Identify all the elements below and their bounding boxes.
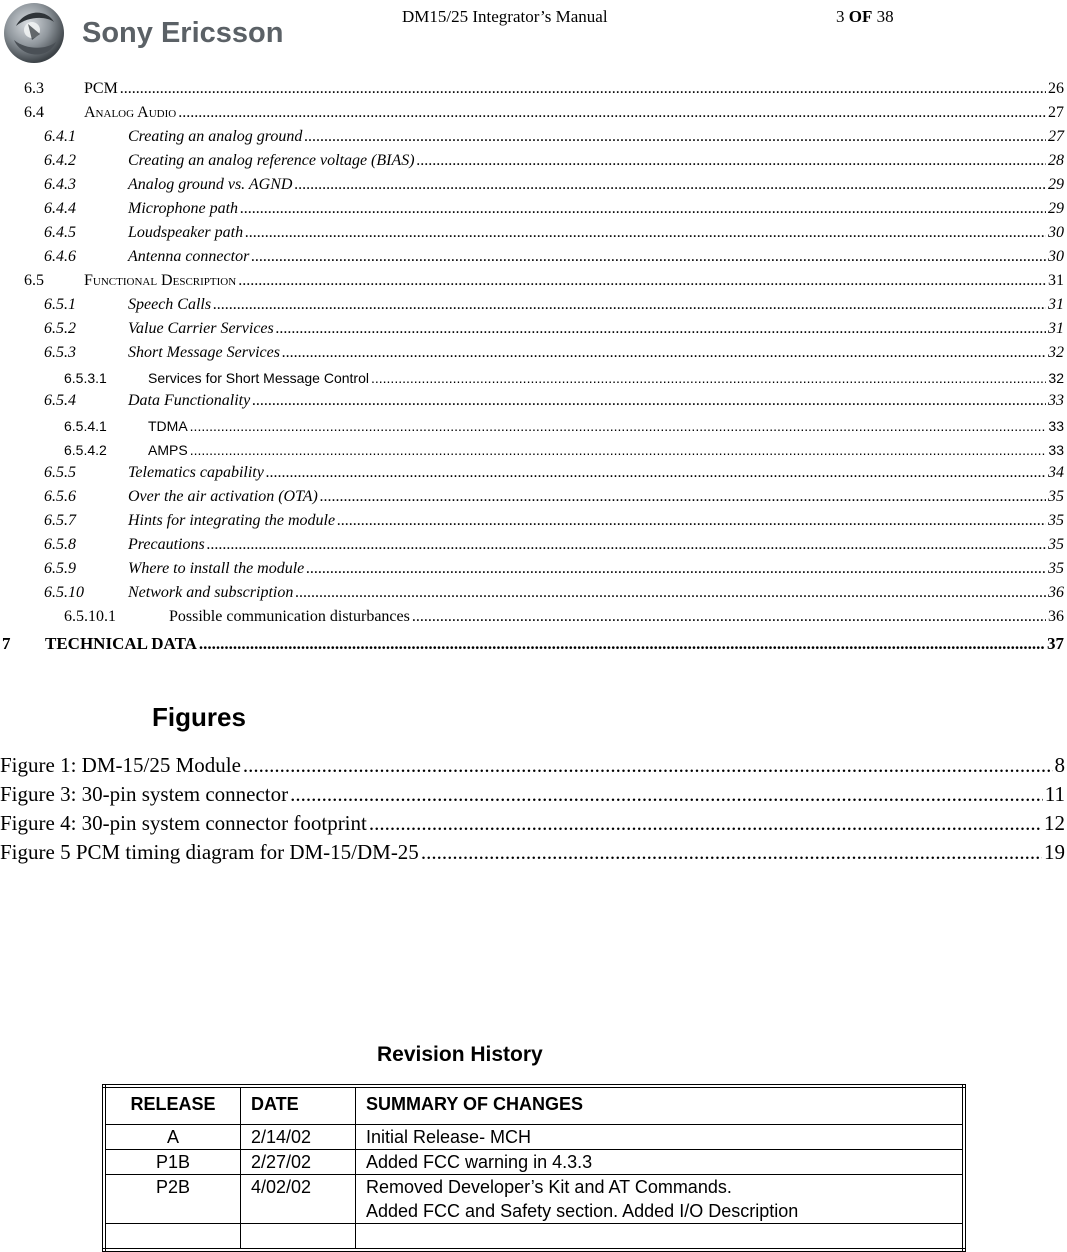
toc-entry-number: 6.5.10.1 — [0, 608, 169, 626]
toc-entry[interactable] — [0, 194, 1067, 218]
release-cell — [104, 1224, 241, 1251]
dot-leader — [251, 248, 1046, 266]
figure-entry[interactable] — [0, 750, 1067, 778]
dot-leader — [266, 464, 1046, 482]
dot-leader — [238, 272, 1046, 290]
toc-entry-number: 6.5.10 — [0, 584, 128, 602]
toc-entry-page: 34 — [1048, 464, 1067, 482]
toc-entry-page: 31 — [1048, 320, 1067, 338]
summary-line — [366, 1224, 952, 1248]
toc-entry[interactable] — [0, 170, 1067, 194]
toc-entry-page: 28 — [1048, 152, 1067, 170]
toc-entry-page: 35 — [1048, 536, 1067, 554]
page-header — [0, 0, 1067, 70]
toc-entry-page: 29 — [1048, 176, 1067, 194]
release-cell: P1B — [104, 1150, 241, 1175]
toc-entry-title: Loudspeaker path — [128, 224, 243, 242]
column-header-date: DATE — [241, 1086, 356, 1125]
toc-entry[interactable] — [0, 410, 1067, 434]
toc-entry[interactable] — [0, 122, 1067, 146]
toc-entry[interactable] — [0, 146, 1067, 170]
toc-entry-page: 32 — [1048, 344, 1067, 362]
toc-entry[interactable] — [0, 314, 1067, 338]
toc-entry-title: AMPS — [148, 442, 188, 458]
toc-entry-title: Value Carrier Services — [128, 320, 274, 338]
dot-leader — [240, 200, 1046, 218]
page-current: 3 — [836, 7, 845, 26]
dot-leader — [320, 488, 1046, 506]
toc-entry[interactable] — [0, 602, 1067, 626]
dot-leader — [190, 442, 1047, 458]
dot-leader — [213, 296, 1046, 314]
table-row — [104, 1175, 964, 1224]
release-cell: P2B — [104, 1175, 241, 1224]
toc-entry-number: 6.3 — [0, 80, 84, 98]
dot-leader — [306, 560, 1046, 578]
dot-leader — [337, 512, 1046, 530]
column-header-release: RELEASE — [104, 1086, 241, 1125]
date-cell — [241, 1224, 356, 1251]
toc-entry-page: 36 — [1048, 584, 1067, 602]
toc-entry[interactable] — [0, 290, 1067, 314]
toc-entry-number: 6.5.8 — [0, 536, 128, 554]
summary-cell — [356, 1175, 965, 1224]
toc-entry-title: TDMA — [148, 418, 188, 434]
toc-entry-page: 30 — [1048, 224, 1067, 242]
toc-entry-number: 6.5.7 — [0, 512, 128, 530]
toc-entry-number: 6.4.6 — [0, 248, 128, 266]
toc-entry-title: Analog ground vs. AGND — [128, 176, 292, 194]
toc-entry[interactable] — [0, 630, 1067, 654]
figure-entry[interactable] — [0, 779, 1067, 807]
toc-entry[interactable] — [0, 362, 1067, 386]
revision-history-table — [102, 1084, 966, 1252]
toc-entry-number: 6.5.4.1 — [0, 418, 148, 434]
toc-entry-page: 29 — [1048, 200, 1067, 218]
toc-entry[interactable] — [0, 578, 1067, 602]
table-row — [104, 1125, 964, 1150]
toc-entry-number: 7 — [0, 634, 45, 654]
toc-entry-number: 6.5.3 — [0, 344, 128, 362]
revision-history-heading: Revision History — [377, 1043, 543, 1067]
summary-cell — [356, 1125, 965, 1150]
figure-entry[interactable] — [0, 808, 1067, 836]
summary-line: Added FCC warning in 4.3.3 — [366, 1150, 952, 1174]
toc-entry-number: 6.5.9 — [0, 560, 128, 578]
toc-entry[interactable] — [0, 74, 1067, 98]
summary-line: Initial Release- MCH — [366, 1125, 952, 1149]
summary-line: Removed Developer’s Kit and AT Commands. — [366, 1175, 952, 1199]
dot-leader — [190, 418, 1047, 434]
toc-entry-page: 33 — [1048, 392, 1067, 410]
toc-entry-title: Hints for integrating the module — [128, 512, 335, 530]
toc-entry-number: 6.5.4 — [0, 392, 128, 410]
toc-entry-page: 35 — [1048, 560, 1067, 578]
toc-entry-title: TECHNICAL DATA — [45, 634, 197, 654]
toc-entry-page: 30 — [1048, 248, 1067, 266]
toc-entry-title: Antenna connector — [128, 248, 249, 266]
table-row — [104, 1224, 964, 1251]
toc-entry-page: 33 — [1048, 442, 1067, 458]
figure-entry[interactable] — [0, 837, 1067, 865]
table-header-row — [104, 1086, 964, 1125]
document-title: DM15/25 Integrator’s Manual — [402, 7, 608, 27]
toc-entry-title: Creating an analog ground — [128, 128, 302, 146]
toc-entry-title: Data Functionality — [128, 392, 250, 410]
toc-entry[interactable] — [0, 554, 1067, 578]
figure-entry-page: 12 — [1044, 811, 1067, 836]
dot-leader — [243, 753, 1053, 778]
dot-leader — [369, 811, 1042, 836]
toc-entry-page: 37 — [1047, 634, 1067, 654]
table-row — [104, 1150, 964, 1175]
toc-entry[interactable] — [0, 242, 1067, 266]
toc-entry[interactable] — [0, 386, 1067, 410]
toc-entry-page: 35 — [1048, 512, 1067, 530]
page-total: 38 — [877, 7, 894, 26]
column-header-summary: SUMMARY OF CHANGES — [356, 1086, 965, 1125]
toc-entry-number: 6.5.2 — [0, 320, 128, 338]
toc-entry[interactable] — [0, 530, 1067, 554]
dot-leader — [276, 320, 1046, 338]
toc-entry-title: Services for Short Message Control — [148, 370, 369, 386]
toc-entry-number: 6.5.4.2 — [0, 442, 148, 458]
toc-entry[interactable] — [0, 506, 1067, 530]
summary-cell — [356, 1150, 965, 1175]
dot-leader — [290, 782, 1043, 807]
toc-entry-title: Functional Description — [84, 272, 236, 290]
dot-leader — [417, 152, 1046, 170]
toc-entry-number: 6.5.6 — [0, 488, 128, 506]
summary-line: Added FCC and Safety section. Added I/O Description — [366, 1199, 952, 1223]
toc-entry-page: 33 — [1048, 418, 1067, 434]
dot-leader — [371, 370, 1046, 386]
dot-leader — [178, 104, 1046, 122]
toc-entry-title: Speech Calls — [128, 296, 211, 314]
dot-leader — [294, 176, 1046, 194]
toc-entry-number: 6.4.2 — [0, 152, 128, 170]
toc-entry-page: 32 — [1048, 370, 1067, 386]
dot-leader — [295, 584, 1046, 602]
toc-entry[interactable] — [0, 98, 1067, 122]
toc-entry-number: 6.5.1 — [0, 296, 128, 314]
toc-entry-page: 36 — [1048, 608, 1067, 626]
figure-entry-page: 11 — [1045, 782, 1067, 807]
sony-ericsson-logo — [2, 0, 322, 66]
toc-entry-number: 6.4.3 — [0, 176, 128, 194]
toc-entry-title: Where to install the module — [128, 560, 304, 578]
toc-entry-title: Network and subscription — [128, 584, 293, 602]
toc-entry-number: 6.4.5 — [0, 224, 128, 242]
page-indicator — [836, 7, 894, 27]
figure-entry-title: Figure 1: DM-15/25 Module — [0, 753, 241, 778]
toc-entry-number: 6.4.1 — [0, 128, 128, 146]
date-cell: 2/14/02 — [241, 1125, 356, 1150]
dot-leader — [421, 840, 1042, 865]
page-of-label: OF — [849, 7, 873, 26]
release-cell: A — [104, 1125, 241, 1150]
toc-entry-page: 26 — [1048, 80, 1067, 98]
figure-entry-title: Figure 5 PCM timing diagram for DM-15/DM-25 — [0, 840, 419, 865]
figure-entry-title: Figure 4: 30-pin system connector footprint — [0, 811, 367, 836]
summary-cell — [356, 1224, 965, 1251]
toc-entry[interactable] — [0, 482, 1067, 506]
toc-entry-number: 6.5.3.1 — [0, 370, 148, 386]
date-cell: 4/02/02 — [241, 1175, 356, 1224]
toc-entry[interactable] — [0, 266, 1067, 290]
dot-leader — [412, 608, 1046, 626]
toc-entry-title: Telematics capability — [128, 464, 264, 482]
figure-entry-page: 19 — [1044, 840, 1067, 865]
date-cell: 2/27/02 — [241, 1150, 356, 1175]
toc-entry-page: 35 — [1048, 488, 1067, 506]
toc-entry-page: 31 — [1048, 296, 1067, 314]
toc-entry-title: Precautions — [128, 536, 205, 554]
toc-entry[interactable] — [0, 458, 1067, 482]
dot-leader — [245, 224, 1046, 242]
toc-entry[interactable] — [0, 218, 1067, 242]
toc-entry[interactable] — [0, 338, 1067, 362]
toc-entry-title: Analog Audio — [84, 104, 176, 122]
toc-entry-page: 27 — [1048, 128, 1067, 146]
toc-entry[interactable] — [0, 434, 1067, 458]
dot-leader — [120, 80, 1046, 98]
figure-entry-page: 8 — [1055, 753, 1067, 778]
toc-entry-number: 6.5 — [0, 272, 84, 290]
dot-leader — [207, 536, 1046, 554]
toc-entry-title: PCM — [84, 80, 118, 98]
toc-entry-title: Creating an analog reference voltage (BIAS) — [128, 152, 415, 170]
dot-leader — [304, 128, 1046, 146]
figure-entry-title: Figure 3: 30-pin system connector — [0, 782, 288, 807]
toc-entry-number: 6.4 — [0, 104, 84, 122]
toc-entry-title: Microphone path — [128, 200, 238, 218]
figures-heading: Figures — [152, 702, 246, 733]
dot-leader — [282, 344, 1046, 362]
toc-entry-title: Short Message Services — [128, 344, 280, 362]
brand-wordmark: Sony Ericsson — [82, 17, 283, 49]
toc-entry-number: 6.5.5 — [0, 464, 128, 482]
toc-entry-title: Possible communication disturbances — [169, 608, 410, 626]
toc-entry-page: 31 — [1048, 272, 1067, 290]
toc-entry-number: 6.4.4 — [0, 200, 128, 218]
dot-leader — [199, 634, 1045, 654]
dot-leader — [252, 392, 1046, 410]
toc-entry-page: 27 — [1048, 104, 1067, 122]
toc-entry-title: Over the air activation (OTA) — [128, 488, 318, 506]
